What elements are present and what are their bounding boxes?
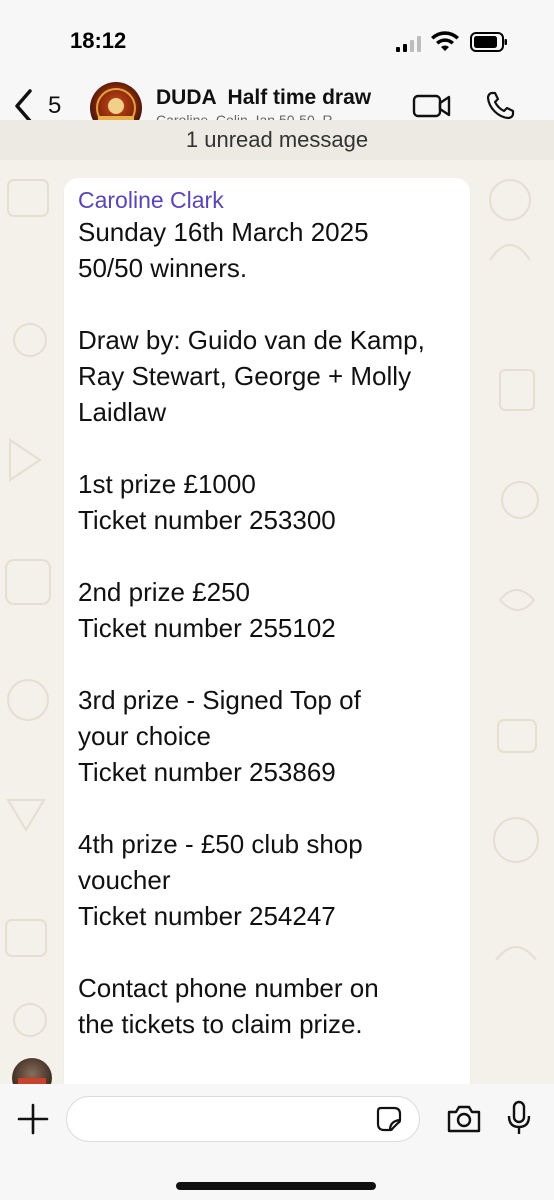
plus-icon[interactable]	[16, 1102, 50, 1136]
message-line: Laidlaw	[78, 397, 167, 427]
sender-name[interactable]: Caroline Clark	[78, 187, 224, 213]
message-blank-line	[78, 790, 456, 826]
message-body	[78, 214, 456, 1042]
sticker-icon[interactable]	[376, 1106, 402, 1132]
message-bubble[interactable]	[64, 178, 470, 1138]
message-line: Ticket number 253300	[78, 505, 336, 535]
wifi-icon	[430, 31, 460, 53]
microphone-icon[interactable]	[506, 1100, 532, 1136]
phone-call-icon[interactable]	[484, 90, 516, 122]
message-line: 50/50 winners.	[78, 253, 248, 283]
message-input[interactable]	[66, 1096, 420, 1142]
group-title[interactable]: DUDA Half time draw	[156, 86, 372, 109]
message-line: voucher	[78, 865, 171, 895]
message-line: Ticket number 253869	[78, 757, 336, 787]
battery-icon	[470, 31, 508, 53]
message-line: your choice	[78, 721, 211, 751]
message-line: 1st prize £1000	[78, 469, 256, 499]
back-chevron-icon[interactable]	[12, 88, 34, 124]
status-time: 18:12	[70, 28, 127, 53]
message-blank-line	[78, 934, 456, 970]
unread-messages-banner: 1 unread message	[0, 120, 554, 160]
message-line: the tickets to claim prize.	[78, 1009, 363, 1039]
message-blank-line	[78, 646, 456, 682]
message-line: 3rd prize - Signed Top of	[78, 685, 361, 715]
message-line: 2nd prize £250	[78, 577, 251, 607]
avatar-core	[108, 98, 124, 114]
message-line: Draw by: Guido van de Kamp,	[78, 325, 425, 355]
message-blank-line	[78, 430, 456, 466]
message-line: Ticket number 254247	[78, 901, 336, 931]
chat-area[interactable]	[0, 127, 554, 1084]
video-call-icon[interactable]	[412, 92, 452, 120]
camera-icon[interactable]	[446, 1104, 482, 1134]
message-blank-line	[78, 538, 456, 574]
message-line: 4th prize - £50 club shop	[78, 829, 363, 859]
message-line: Contact phone number on	[78, 973, 379, 1003]
message-input-bar	[0, 1084, 554, 1200]
status-bar	[0, 0, 554, 78]
message-line: Ticket number 255102	[78, 613, 336, 643]
message-line: Ray Stewart, George + Molly	[78, 361, 412, 391]
message-line: Sunday 16th March 2025	[78, 217, 369, 247]
signal-icon	[396, 36, 422, 52]
unread-chats-count[interactable]: 5	[48, 92, 62, 119]
message-blank-line	[78, 286, 456, 322]
home-indicator	[176, 1182, 376, 1190]
